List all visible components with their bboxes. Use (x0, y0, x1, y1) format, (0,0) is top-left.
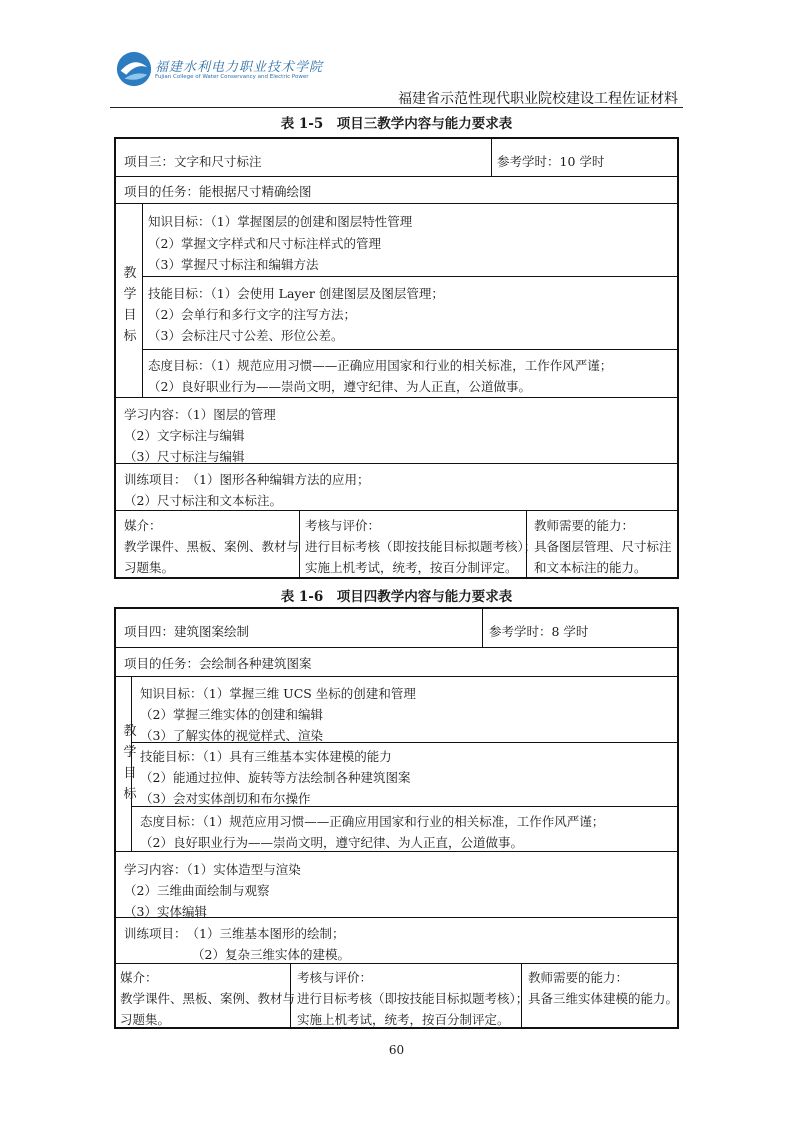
knowledge-goal: （3）了解实体的视觉样式、渲染 (140, 728, 323, 743)
attitude-goal: 态度目标：（1）规范应用习惯——正确应用国家和行业的相关标准，工作作风严谨； (140, 814, 605, 829)
media: 媒介： (120, 970, 158, 985)
project-name: 项目四：建筑图案绘制 (124, 624, 250, 639)
media: 媒介： (124, 518, 162, 533)
knowledge-goal: 知识目标：（1）掌握三维 UCS 坐标的创建和管理 (140, 686, 416, 701)
assessment: 考核与评价： (297, 970, 373, 985)
requirements-table (114, 137, 679, 579)
skill-goal: （3）会对实体剖切和布尔操作 (140, 791, 311, 806)
learning-content: 学习内容：（1）实体造型与渲染 (124, 862, 301, 877)
teacher-ability: 教师需要的能力： (534, 518, 635, 533)
knowledge-goal: （2）掌握三维实体的创建和编辑 (140, 707, 323, 722)
skill-goal: （2）会单行和多行文字的注写方法； (148, 307, 356, 322)
learning-content: （3）尺寸标注与编辑 (124, 449, 245, 464)
media: 教学课件、黑板、案例、教材与 (120, 991, 296, 1006)
media: 习题集。 (124, 560, 175, 575)
attitude-goal: （2）良好职业行为——崇尚文明，遵守纪律、为人正直，公道做事。 (140, 835, 523, 850)
learning-content: 学习内容：（1）图层的管理 (124, 407, 276, 422)
project-task: 项目的任务：会绘制各种建筑图案 (124, 656, 312, 671)
attitude-goal: （2）良好职业行为——崇尚文明，遵守纪律、为人正直，公道做事。 (148, 379, 531, 394)
learning-content: （2）三维曲面绘制与观察 (124, 883, 270, 898)
project-task: 项目的任务：能根据尺寸精确绘图 (124, 184, 312, 199)
training-item: （2）尺寸标注和文本标注。 (124, 493, 282, 508)
learning-content: （2）文字标注与编辑 (124, 428, 245, 443)
college-name-cn: 福建水利电力职业技术学院 (155, 60, 324, 75)
assessment: 考核与评价： (305, 518, 381, 533)
skill-goal: 技能目标：（1）具有三维基本实体建模的能力 (140, 749, 392, 764)
assessment: 进行目标考核（即按技能目标拟题考核）； (305, 539, 537, 554)
table-title: 表 1-6 项目四教学内容与能力要求表 (280, 589, 513, 605)
college-logo (115, 50, 324, 90)
teaching-goal-label: 教 学 目 标 (123, 266, 137, 344)
skill-goal: 技能目标：（1）会使用 Layer 创建图层及图层管理； (148, 286, 444, 301)
teacher-ability: 具备三维实体建模的能力。 (528, 991, 679, 1006)
teacher-ability: 具备图层管理、尺寸标注 (534, 539, 672, 554)
teaching-goal-label: 教 学 目 标 (123, 724, 137, 802)
attitude-goal: 态度目标：（1）规范应用习惯——正确应用国家和行业的相关标准，工作作风严谨； (148, 358, 613, 373)
reference-hours: 参考学时：8 学时 (489, 624, 589, 639)
page-number: 60 (388, 1043, 405, 1057)
teacher-ability: 和文本标注的能力。 (534, 560, 647, 575)
teacher-ability: 教师需要的能力： (528, 970, 629, 985)
assessment: 实施上机考试，统考，按百分制评定。 (297, 1012, 510, 1027)
media: 教学课件、黑板、案例、教材与 (124, 539, 300, 554)
header-divider (110, 107, 683, 108)
project-name: 项目三：文字和尺寸标注 (124, 154, 262, 169)
training-item: 训练项目： （1）三维基本图形的绘制； (124, 926, 345, 941)
training-item: 训练项目： （1）图形各种编辑方法的应用； (124, 472, 370, 487)
knowledge-goal: （3）掌握尺寸标注和编辑方法 (148, 257, 319, 272)
training-item: （2）复杂三维实体的建模。 (192, 947, 350, 962)
knowledge-goal: 知识目标：（1）掌握图层的创建和图层特性管理 (148, 214, 413, 229)
skill-goal: （2）能通过拉伸、旋转等方法绘制各种建筑图案 (140, 770, 411, 785)
college-emblem-icon (115, 50, 153, 88)
college-name-en: Fujian College of Water Conservancy and Electric Power (155, 74, 309, 80)
requirements-table (114, 607, 679, 1029)
assessment: 实施上机考试，统考，按百分制评定。 (305, 560, 518, 575)
skill-goal: （3）会标注尺寸公差、形位公差。 (148, 328, 344, 343)
media: 习题集。 (120, 1012, 171, 1027)
table-title: 表 1-5 项目三教学内容与能力要求表 (280, 116, 513, 132)
document-header: 福建省示范性现代职业院校建设工程佐证材料 (398, 91, 678, 107)
assessment: 进行目标考核（即按技能目标拟题考核）； (297, 991, 529, 1006)
learning-content: （3）实体编辑 (124, 904, 207, 919)
knowledge-goal: （2）掌握文字样式和尺寸标注样式的管理 (148, 236, 381, 251)
reference-hours: 参考学时：10 学时 (497, 154, 605, 169)
